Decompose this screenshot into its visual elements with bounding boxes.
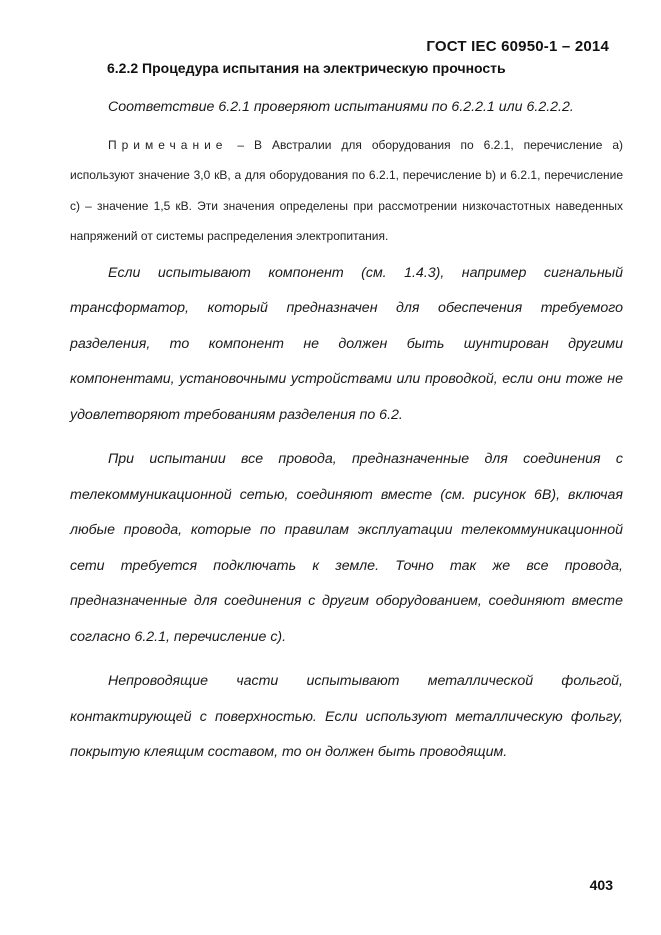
component-paragraph: Если испытывают компонент (см. 1.4.3), например сигнальный трансформатор, который предназначен для обеспечения требуемого разделения, то компонент не должен быть шунтирован другими компонентами, установочными устройствами или проводкой, если они тоже не удовлетворяют требованиям разделения по 6.2. (70, 264, 623, 423)
note-label: Примечание (108, 137, 228, 152)
page-number: 403 (589, 877, 613, 893)
foil-paragraph: Непроводящие части испытывают металлической фольгой, контактирующей с поверхностью. Если используют металлическую фольгу, покрытую клеящим составом, то он должен быть проводящим. (70, 673, 623, 760)
note-paragraph (70, 130, 623, 252)
section-title: 6.2.2 Процедура испытания на электрическую прочность (107, 60, 506, 76)
document-header: ГОСТ IEC 60950-1 – 2014 (426, 38, 609, 55)
wires-paragraph: При испытании все провода, предназначенные для соединения с телекоммуникационной сетью, соединяют вместе (см. рисунок 6В), включая любые провода, которые по правилам эксплуатации телекоммуникационной сети требуется подключать к земле. Точно так же все провода, предназначенные для соединения с другим оборудованием, соединяют вместе согласно 6.2.1, перечисление c). (70, 451, 623, 645)
note-text: – В Австралии для оборудования по 6.2.1, перечисление a) используют значение 3,0 кВ, а для оборудования по 6.2.1, перечисление b) и 6.2.1, перечисление c) – значение 1,5 кВ. Эти значения определены при рассмотрении низкочастотных наведенных напряжений от системы распределения электропитания. (70, 137, 623, 243)
compliance-paragraph: Соответствие 6.2.1 проверяют испытаниями по 6.2.2.1 или 6.2.2.2. (108, 99, 574, 115)
page-body (70, 90, 623, 771)
